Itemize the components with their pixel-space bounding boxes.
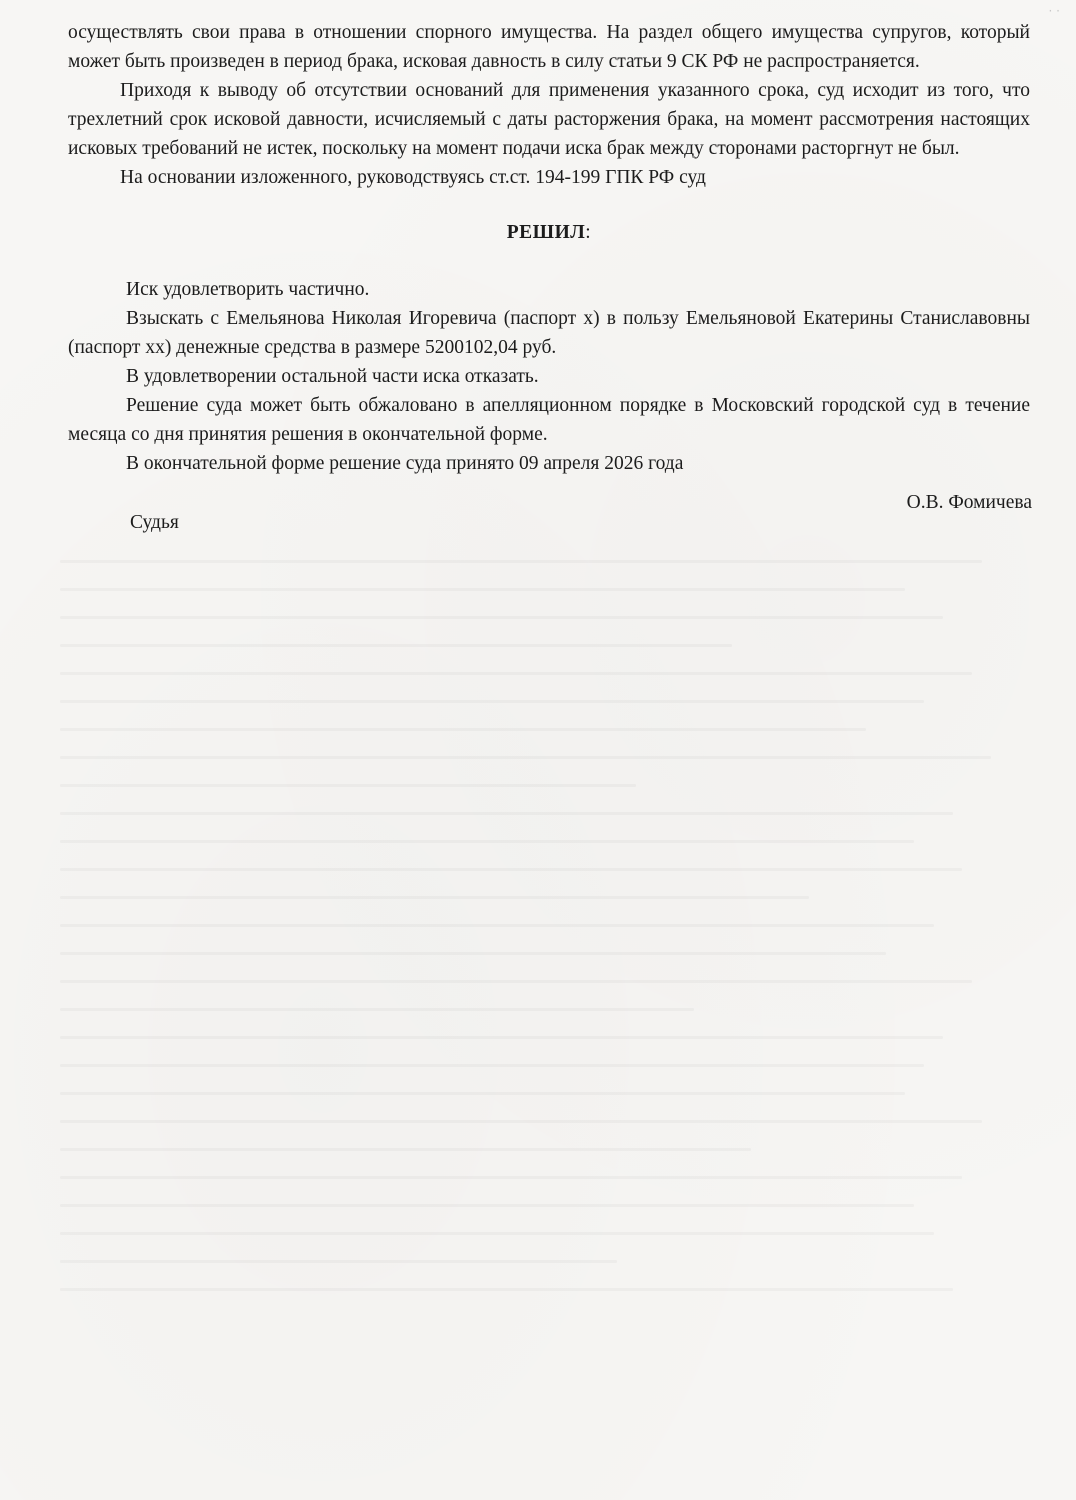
- bleed-line: [60, 560, 982, 563]
- bleed-line: [60, 728, 866, 731]
- signature-block: [68, 488, 1030, 538]
- judge-name: О.В. Фомичева: [906, 492, 1032, 513]
- bleed-line: [60, 700, 924, 703]
- paragraph-limitation-period: Приходя к выводу об отсутствии оснований для применения указанного срока, суд исходит из того, что трехлетний срок исковой давности, исчисляемый с даты расторжения брака, на момент рассмотрения настоящих исковых требований не истек, поскольку на момент подачи иска брак между сторонами расторгнут не был.: [68, 80, 1030, 159]
- paragraph-property-rights: осуществлять свои права в отношении спорного имущества. На раздел общего имущества супругов, который может быть произведен в период брака, исковая давность в силу статьи 9 СК РФ не распространяется.: [68, 22, 1030, 72]
- bleed-line: [60, 588, 905, 591]
- bleed-line: [60, 1092, 905, 1095]
- bleed-line: [60, 980, 972, 983]
- bleed-line: [60, 840, 914, 843]
- resolution-item: В удовлетворении остальной части иска отказать.: [126, 366, 539, 387]
- bleed-line: [60, 868, 962, 871]
- bleed-line: [60, 1260, 617, 1263]
- bleed-line: [60, 1232, 934, 1235]
- paragraph-legal-basis: На основании изложенного, руководствуясь ст.ст. 194-199 ГПК РФ суд: [120, 167, 706, 188]
- bleed-line: [60, 756, 991, 759]
- decision-heading-text: РЕШИЛ: [506, 222, 586, 243]
- scan-artifact: · ·: [1048, 4, 1060, 18]
- bleed-line: [60, 952, 886, 955]
- bleed-line: [60, 1064, 924, 1067]
- bleed-line: [60, 1288, 953, 1291]
- resolution-item: Взыскать с Емельянова Николая Игоревича (паспорт х) в пользу Емельяновой Екатерины Станиславовны (паспорт хх) денежные средства в размере 5200102,04 руб.: [68, 308, 1030, 358]
- document-body: [68, 18, 1030, 538]
- bleed-line: [60, 1204, 914, 1207]
- bleed-line: [60, 1036, 943, 1039]
- bleed-line: [60, 616, 943, 619]
- decision-heading-colon: :: [585, 222, 592, 243]
- bleed-line: [60, 672, 972, 675]
- resolution-item: Иск удовлетворить частично.: [126, 279, 370, 300]
- resolution-section: [68, 275, 1030, 478]
- judge-label: Судья: [130, 512, 179, 533]
- reverse-side-bleed-through: [60, 560, 1020, 1460]
- bleed-line: [60, 924, 934, 927]
- bleed-line: [60, 1120, 982, 1123]
- bleed-line: [60, 812, 953, 815]
- bleed-line: [60, 896, 809, 899]
- decision-heading: [68, 218, 1030, 247]
- bleed-line: [60, 1176, 962, 1179]
- bleed-line: [60, 644, 732, 647]
- bleed-line: [60, 1008, 694, 1011]
- resolution-item: Решение суда может быть обжаловано в апелляционном порядке в Московский городской суд в течение месяца со дня принятия решения в окончательной форме.: [68, 395, 1030, 445]
- resolution-item: В окончательной форме решение суда принято 09 апреля 2026 года: [126, 453, 684, 474]
- bleed-line: [60, 1148, 751, 1151]
- bleed-line: [60, 784, 636, 787]
